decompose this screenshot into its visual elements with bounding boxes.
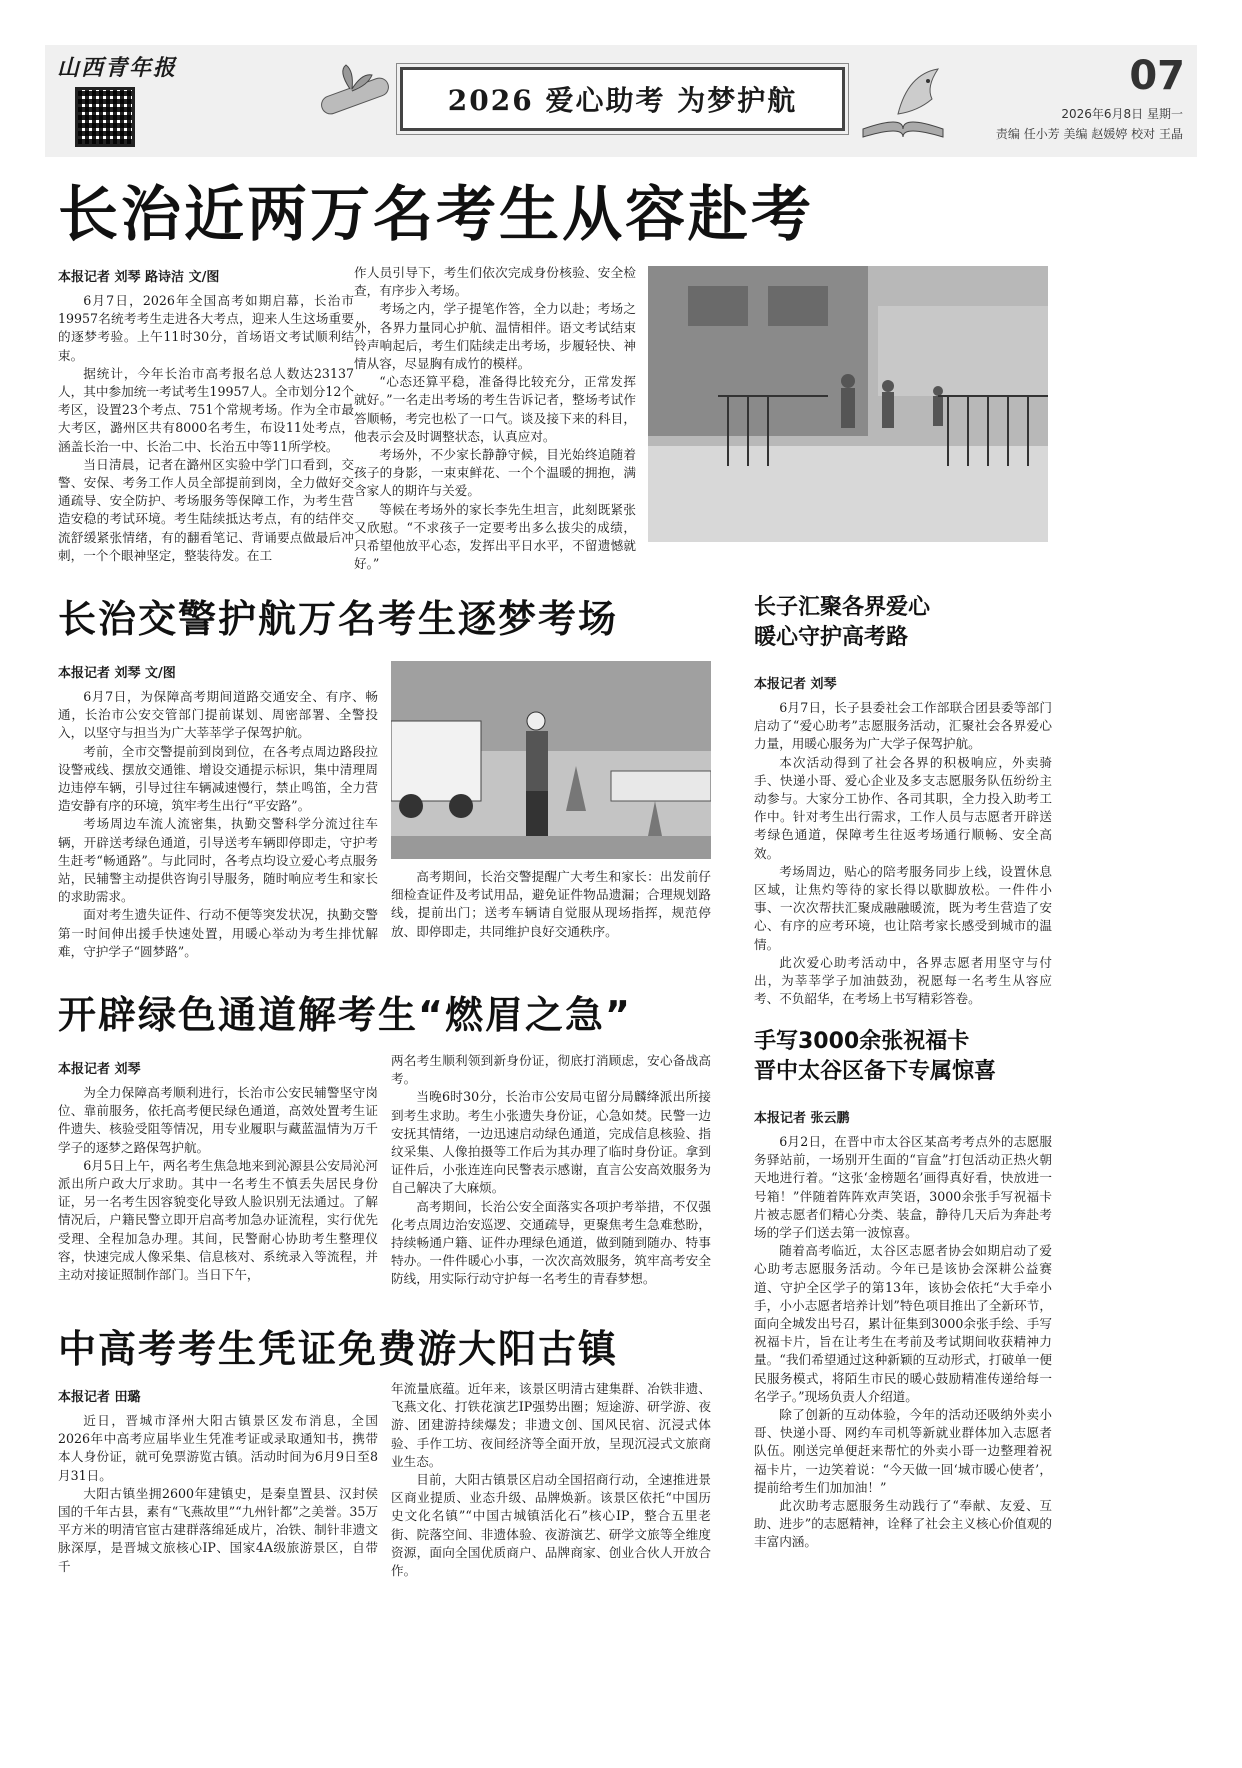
paragraph: 目前，大阳古镇景区启动全国招商行动，全速推进景区商业提质、业态升级、品牌焕新。该景区依托“中国历史文化名镇”“中国古城镇活化石”核心IP，整合五里老街、院落空间、非遗体验、夜游演艺、研学文旅等全维度资源，面向全国优质商户、品牌商家、创业合伙人开放合作。 [391,1472,711,1579]
paragraph: 近日，晋城市泽州大阳古镇景区发布消息，全国2026年中高考应届毕业生凭准考证或录取通知书，携带本人身份证，就可免票游览古镇。活动时间为6月9日至8月31日。 [58,1413,378,1483]
paragraph: 考场外，不少家长静静守候，目光始终追随着孩子的身影，一束束鲜花、一个个温暖的拥抱，满含家人的期许与关爱。 [354,447,636,499]
book-fish-icon [853,59,953,149]
paragraph: 6月7日，长子县委社会工作部联合团县委等部门启动了“爱心助考”志愿服务活动，汇聚社会各界爱心力量，用暖心服务为广大学子保驾护航。 [754,700,1052,752]
article3-body [754,699,1052,1008]
article5-byline: 本报记者 张云鹏 [754,1111,850,1126]
article2-body [58,688,378,961]
paragraph: 年流量底蕴。近年来，该景区明清古建集群、冶铁非遗、飞燕文化、打铁花演艺IP强势出圈；短途游、研学游、夜游、团建游持续爆发；非遗文创、国风民宿、沉浸式体验、手作工坊、夜间经济等全面开放，呈现沉浸式文旅商业生态。 [391,1381,711,1469]
article6-byline: 本报记者 田璐 [58,1390,141,1405]
paragraph: 考场周边车流人流密集，执勤交警科学分流过往车辆，开辟送考绿色通道，引导送考车辆即停即走，守护考生赶考“畅通路”。与此同时，各考点均设立爱心考点服务站，民辅警主动提供咨询引导服务，随时响应考生和家长的求助需求。 [58,816,378,905]
article1-byline: 本报记者 刘琴 路诗洁 文/图 [58,270,220,285]
article6-title: 中高考考生凭证免费游大阳古镇 [58,1327,619,1371]
masthead [45,45,1197,157]
article6-col2 [391,1380,711,1580]
article2-byline: 本报记者 刘琴 文/图 [58,666,176,681]
paragraph: 两名考生顺利领到新身份证，彻底打消顾虑，安心备战高考。 [391,1053,711,1087]
article1-title: 长治近两万名考生从容赴考 [58,180,814,250]
article4-title: 开辟绿色通道解考生“燃眉之急” [58,993,632,1037]
traffic-police-photo [391,661,711,859]
paragraph: 面对考生遗失证件、行动不便等突发状况，执勤交警第一时间伸出援手快速处置，用暖心举动为考生排忧解难，守护学子“圆梦路”。 [58,907,378,959]
page-number: 07 [1129,53,1185,99]
article5-title-line2: 晋中太谷区备下专属惊喜 [754,1059,997,1084]
article6-col1 [58,1412,378,1576]
article5-title-line1: 手写3000余张祝福卡 [754,1029,970,1054]
article3-title-line1: 长子汇聚各界爱心 [754,595,931,620]
paragraph: 当晚6时30分，长治市公安局屯留分局麟绛派出所接到考生求助。考生小张遗失身份证，心急如焚。民警一边安抚其情绪，一边迅速启动绿色通道，完成信息核验、指纹采集、人像拍摄等工作后为其办理了临时身份证。拿到证件后，小张连连向民警表示感谢，直言公安高效服务为自己解决了大麻烦。 [391,1089,711,1196]
paragraph: 此次爱心助考活动中，各界志愿者用坚守与付出，为莘莘学子加油鼓劲，祝愿每一名考生从容应考、不负韶华，在考场上书写精彩答卷。 [754,954,1052,1007]
editor-credits: 责编 任小芳 美编 赵媛婷 校对 王晶 [995,127,1183,141]
paragraph: 当日清晨，记者在潞州区实验中学门口看到，交警、安保、考务工作人员全部提前到岗，全力做好交通疏导、安全防护、考场服务等保障工作，为考生营造安稳的考试环境。考生陆续抵达考点，有的结伴交流舒缓紧张情绪，有的翻看笔记、背诵要点做最后冲刺，一个个眼神坚定，整装待发。在工 [58,456,354,563]
paragraph: 6月2日，在晋中市太谷区某高考考点外的志愿服务驿站前，一场别开生面的“盲盒”打包活动正热火朝天地进行着。“这张‘金榜题名’画得真好看，快放进一号箱！”伴随着阵阵欢声笑语，3000余张手写祝福卡片被志愿者们精心分类、装盒，静待几天后为奔赴考场的学子们送去第一波惊喜。 [754,1134,1052,1241]
qr-code-icon [75,87,135,147]
section-banner: 2026 爱心助考 为梦护航 [400,67,845,131]
paragraph: 考前，全市交警提前到岗到位，在各考点周边路段拉设警戒线、摆放交通锥、增设交通提示标识，集中清理周边违停车辆，引导过往车辆减速慢行，禁止鸣笛，全力营造安静有序的环境，筑牢考生出行“平安路”。 [58,743,378,814]
paragraph: 除了创新的互动体验，今年的活动还吸纳外卖小哥、快递小哥、网约车司机等新就业群体加入志愿者队伍。刚送完单便赶来帮忙的外卖小哥一边整理着祝福卡片，一边笑着说：“今天做一回‘城市暖心使者’，提前给考生们加加油！” [754,1407,1052,1495]
article4-col1 [58,1084,378,1284]
article4-col2 [391,1052,711,1289]
paragraph: 考场周边，贴心的陪考服务同步上线，设置休息区域，让焦灼等待的家长得以歇脚放松。一件件小事、一次次帮扶汇聚成融融暖流，既为考生营造了安心、有序的应考环境，也让陪考家长感受到城市的温情。 [754,863,1052,952]
diploma-scroll-icon [310,59,400,129]
paragraph: 6月7日，为保障高考期间道路交通安全、有序、畅通，长治市公安交管部门提前谋划、周密部署、全警投入，以坚守与担当为广大莘莘学子保驾护航。 [58,689,378,741]
paragraph: “心态还算平稳，准备得比较充分，正常发挥就好。”一名走出考场的考生告诉记者，整场考试作答顺畅，考完也松了一口气。谈及接下来的科目，他表示会及时调整状态，认真应对。 [354,374,636,444]
paragraph: 作人员引导下，考生们依次完成身份核验、安全检查，有序步入考场。 [354,265,636,299]
paragraph: 此次助考志愿服务生动践行了“奉献、友爱、互助、进步”的志愿精神，诠释了社会主义核心价值观的丰富内涵。 [754,1498,1052,1550]
article2-title: 长治交警护航万名考生逐梦考场 [58,597,619,641]
article3-title-line2: 暖心守护高考路 [754,625,909,650]
paragraph: 据统计，今年长治市高考报名总人数达23137人，其中参加统一考试考生19957人。全市划分12个考区，设置23个考点、751个常规考场。作为全市最大考区，潞州区共有8000名考生，布设11处考点，涵盖长治一中、长治二中、长治五中等11所学校。 [58,365,354,454]
paragraph: 高考期间，长治公安全面落实各项护考举措，不仅强化考点周边治安巡逻、交通疏导，更聚焦考生急难愁盼，持续畅通户籍、证件办理绿色通道，做到随到随办、特事特办。一件件暖心小事，一次次高效服务，筑牢高考安全防线，用实际行动守护每一名考生的青春梦想。 [391,1198,711,1287]
article1-col1 [58,292,354,565]
exam-gate-photo [648,266,1048,542]
article5-body [754,1133,1052,1552]
paragraph: 等候在考场外的家长李先生坦言，此刻既紧张又欣慰。“不求孩子一定要考出多么拔尖的成绩，只希望他放平心态，发挥出平日水平，不留遗憾就好。” [354,501,636,572]
paragraph: 为全力保障高考顺利进行，长治市公安民辅警坚守岗位、靠前服务，依托高考便民绿色通道，高效处置考生证件遗失、核验受阻等情况，用专业履职与藏蓝温情为万千学子的逐梦之路保驾护航。 [58,1085,378,1155]
paragraph: 6月5日上午，两名考生焦急地来到沁源县公安局沁河派出所户政大厅求助。其中一名考生不慎丢失居民身份证，另一名考生因容貌变化导致人脸识别无法通过。了解情况后，户籍民警立即开启高考加急办证流程，实行优先受理、全程加急办理。其间，民警耐心协助考生整理仪容，快速完成人像采集、信息核对、系统录入等流程，并主动对接证照制作部门。当日下午， [58,1157,378,1283]
paragraph: 大阳古镇坐拥2600年建镇史，是秦皇置县、汉封侯国的千年古县，素有“飞燕故里”“九州针都”之美誉。35万平方米的明清官宦古建群落绵延成片，冶铁、制针非遗文脉深厚，是晋城文旅核心IP、国家4A级旅游景区，自带千 [58,1485,378,1574]
paragraph: 随着高考临近，太谷区志愿者协会如期启动了爱心助考志愿服务活动。今年已是该协会深耕公益赛道、守护全区学子的第13年，该协会依托“大手牵小手，小小志愿者培养计划”特色项目推出了全新环节，面向全城发出号召，累计征集到3000余张手绘、手写祝福卡片，旨在让考生在考前及考试期间收获精神力量。“我们希望通过这种新颖的互动形式，打破单一便民服务模式，将陌生市民的暖心鼓励精准传递给每一名学子。”现场负责人介绍道。 [754,1243,1052,1404]
newspaper-logo: 山西青年报 [57,55,178,81]
paragraph: 6月7日，2026年全国高考如期启幕，长治市19957名统考考生走进各大考点，迎来人生这场重要的逐梦考验。上午11时30分，首场语文考试顺利结束。 [58,293,354,363]
article1-col2 [354,264,636,573]
issue-date: 2026年6月8日 星期一 [1061,107,1183,121]
photo-caption: 高考期间，长治交警提醒广大考生和家长：出发前仔细检查证件及考试用品，避免证件物品遗漏；合理规划路线，提前出门；送考车辆请自觉服从现场指挥，规范停放、即停即走，共同维护良好交通秩序。 [391,869,711,939]
paragraph: 考场之内，学子提笔作答，全力以赴；考场之外，各界力量同心护航、温情相伴。语文考试结束铃声响起后，考生们陆续走出考场，步履轻快、神情从容，尽显胸有成竹的模样。 [354,301,636,372]
article2-caption [391,868,711,941]
article3-byline: 本报记者 刘琴 [754,677,837,692]
paragraph: 本次活动得到了社会各界的积极响应，外卖骑手、快递小哥、爱心企业及多支志愿服务队伍纷纷主动参与。大家分工协作、各司其职，全力投入助考工作中。针对考生出行需求，工作人员与志愿者开辟送考绿色通道，保障考生往返考场通行顺畅、安全高效。 [754,754,1052,861]
article4-byline: 本报记者 刘琴 [58,1062,141,1077]
